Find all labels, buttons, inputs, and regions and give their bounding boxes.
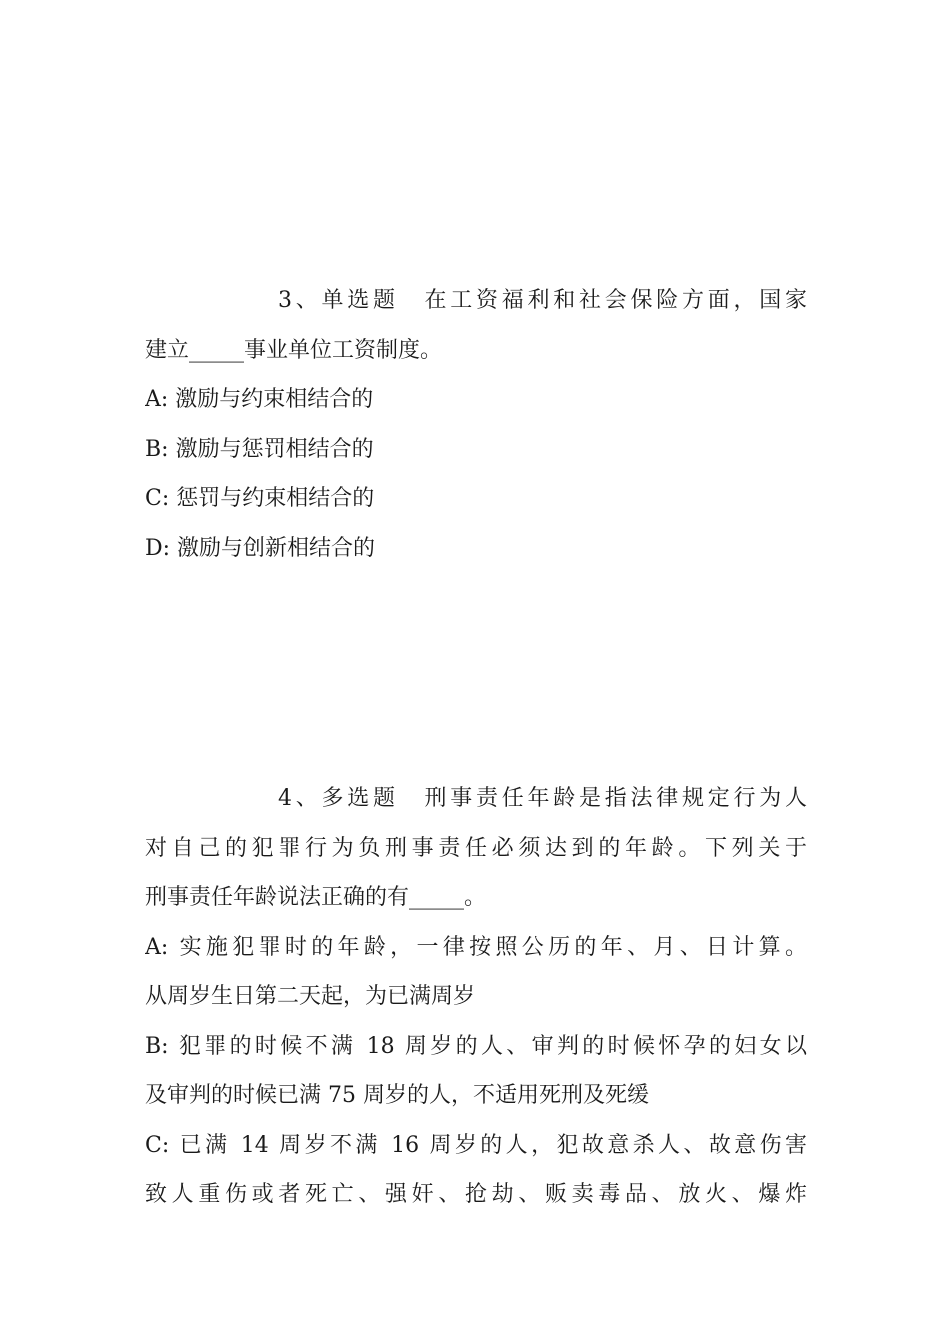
question-4-stem-line-3: 刑事责任年龄说法正确的有_____。 — [145, 885, 487, 910]
question-4-number-type: 4、多选题 — [278, 786, 399, 811]
question-4-option-b-line-1: B: 犯罪的时候不满 18 周岁的人、审判的时候怀孕的妇女以 — [145, 1033, 807, 1059]
question-4-stem-line-2: 对自己的犯罪行为负刑事责任必须达到的年龄。下列关于 — [145, 835, 807, 861]
question-4-stem-start: 刑事责任年龄是指法律规定行为人 — [420, 786, 807, 811]
question-3-number-type: 3、单选题 — [278, 288, 399, 313]
question-3-option-c: C: 惩罚与约束相结合的 — [145, 486, 375, 511]
question-3 — [145, 281, 807, 578]
question-4-option-a-line-1: A: 实施犯罪时的年龄，一律按照公历的年、月、日计算。 — [145, 934, 807, 960]
question-3-stem-line-2: 建立_____事业单位工资制度。 — [145, 337, 443, 363]
question-3-option-a: A: 激励与约束相结合的 — [145, 387, 374, 412]
question-4-option-c-line-2: 致人重伤或者死亡、强奸、抢劫、贩卖毒品、放火、爆炸 — [145, 1182, 807, 1207]
question-4-option-b-line-2: 及审判的时候已满 75 周岁的人，不适用死刑及死缓 — [145, 1083, 649, 1108]
question-3-option-b: B: 激励与惩罚相结合的 — [145, 436, 374, 462]
question-4 — [145, 779, 807, 1225]
question-3-stem-start: 在工资福利和社会保险方面，国家 — [420, 288, 807, 313]
question-4-option-c-line-1: C: 已满 14 周岁不满 16 周岁的人，犯故意杀人、故意伤害 — [145, 1132, 807, 1158]
question-4-stem-line-1 — [145, 779, 807, 829]
question-3-option-d: D: 激励与创新相结合的 — [145, 535, 376, 561]
question-4-option-a-line-2: 从周岁生日第二天起，为已满周岁 — [145, 984, 476, 1009]
question-3-stem-line-1 — [145, 281, 807, 331]
